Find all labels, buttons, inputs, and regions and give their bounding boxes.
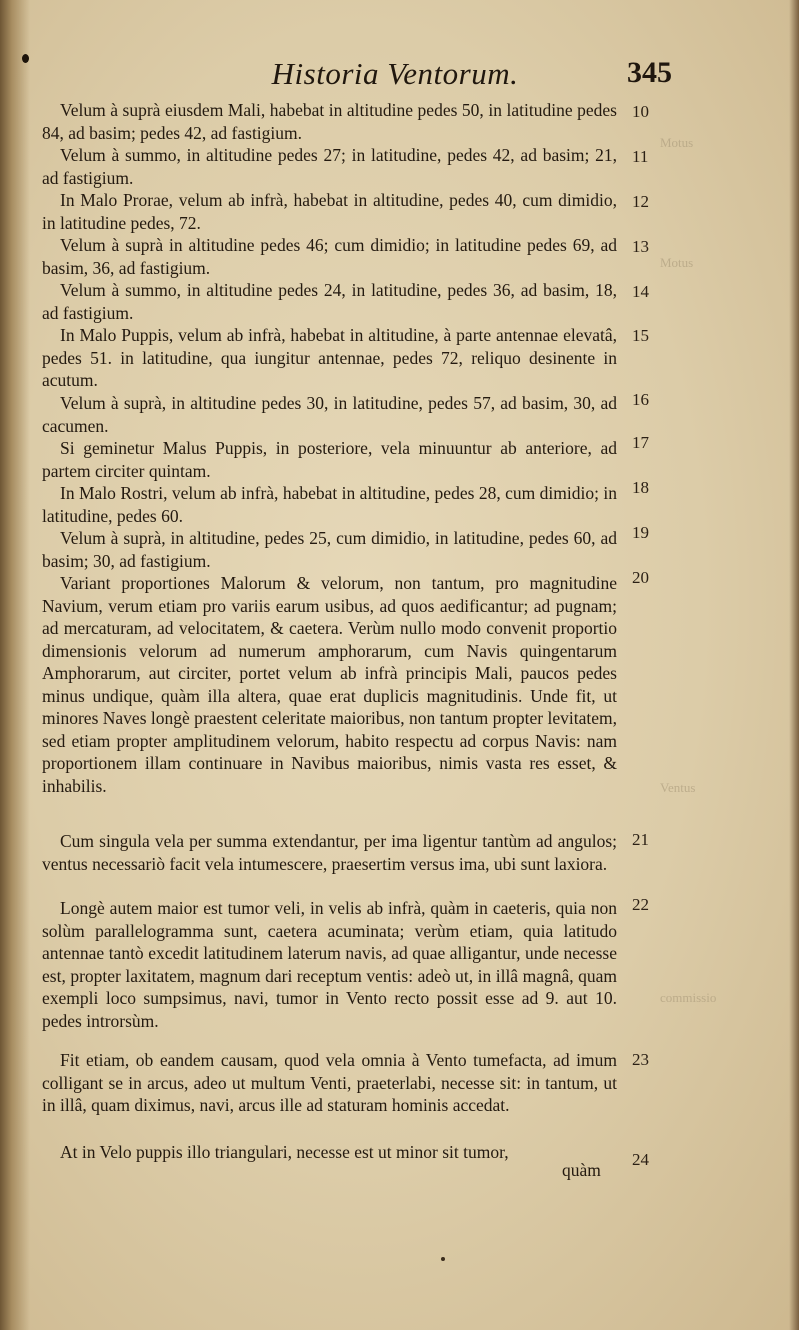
paragraph-13: Velum à suprà in altitudine pedes 46; cum dimidio; in latitudine pedes 69, ad basim, 36, ad fastigium. — [42, 235, 617, 278]
margin-paragraph-numbers — [632, 0, 682, 1330]
bleed-through-text: Motus — [660, 135, 694, 150]
paragraph-16: Velum à suprà, in altitudine pedes 30, in latitudine, pedes 57, ad basim, 30, ad cacumen. — [42, 393, 617, 436]
running-head-title: Historia Ventorum. — [271, 56, 519, 91]
margin-number: 11 — [632, 147, 649, 166]
paragraph-21: Cum singula vela per summa extendantur, per ima ligentur tantùm ad angulos; ventus necessariò facit vela intumescere, praesertim versus ima, ubi sunt laxiora. — [42, 831, 617, 874]
paragraph-12: In Malo Prorae, velum ab infrà, habebat in altitudine, pedes 40, cum dimidio, in latitudine pedes, 72. — [42, 190, 617, 233]
margin-number: 14 — [632, 282, 649, 301]
margin-number: 15 — [632, 326, 649, 345]
page-edge-left — [0, 0, 30, 1330]
margin-number: 24 — [632, 1150, 649, 1169]
margin-number: 22 — [632, 895, 649, 914]
paragraph-18: In Malo Rostri, velum ab infrà, habebat in altitudine, pedes 28, cum dimidio; in latitudine, pedes 60. — [42, 483, 617, 526]
margin-number: 18 — [632, 478, 649, 497]
margin-number: 20 — [632, 568, 649, 587]
margin-number: 21 — [632, 830, 649, 849]
paragraph-24: At in Velo puppis illo triangulari, necesse est ut minor sit tumor, — [60, 1142, 509, 1162]
margin-number: 13 — [632, 237, 649, 256]
catchword: quàm — [562, 1160, 601, 1180]
page-number: 345 — [627, 56, 672, 89]
paragraph-14: Velum à summo, in altitudine pedes 24, in latitudine, pedes 36, ad basim, 18, ad fastigium. — [42, 280, 617, 323]
margin-number: 23 — [632, 1050, 649, 1069]
ink-spot — [22, 54, 29, 63]
page-edge-right — [789, 0, 799, 1330]
paragraph-22: Longè autem maior est tumor veli, in velis ab infrà, quàm in caeteris, quia non solùm parallelogramma sunt, caetera acuminata; verùm etiam, quia latitudo antennae tantò excedit latitudinem laterum navis, ad quae alligantur, unde necesse est, propter laxitatem, magnum dari receptum ventis: adeò ut, in illâ magnâ, quam exempli loco sumpsimus, navi, tumor in Vento recto possit esse ad 9. aut 10. pedes introrsùm. — [42, 898, 617, 1031]
margin-number: 17 — [632, 433, 649, 452]
paragraph-23: Fit etiam, ob eandem causam, quod vela omnia à Vento tumefacta, ad imum colligant se in arcus, adeo ut multum Venti, praeterlabi, necesse sit: in tantum, ut in illâ, quam diximus, navi, arcus ille ad staturam hominis accedat. — [42, 1050, 617, 1115]
paragraph-15: In Malo Puppis, velum ab infrà, habebat in altitudine, à parte antennae elevatâ, pedes 51. in latitudine, qua iungitur antennae, pedes 72, reliquo desinente in acutum. — [42, 325, 617, 390]
bleed-through-text: Ventus — [660, 780, 696, 795]
main-text-block — [42, 99, 617, 1164]
paragraph-17: Si geminetur Malus Puppis, in posteriore, vela minuuntur ab anteriore, ad partem circiter quintam. — [42, 438, 617, 481]
paragraph-11: Velum à summo, in altitudine pedes 27; in latitudine, pedes 42, ad basim; 21, ad fastigium. — [42, 145, 617, 188]
ornament-dot — [441, 1257, 445, 1261]
bleed-through-text: Motus — [660, 255, 694, 270]
margin-number: 12 — [632, 192, 649, 211]
bleed-through-text: commissio — [660, 990, 717, 1005]
paragraph-10: Velum à suprà eiusdem Mali, habebat in altitudine pedes 50, in latitudine pedes 84, ad basim; pedes 42, ad fastigium. — [42, 100, 617, 143]
margin-number: 16 — [632, 390, 649, 409]
margin-number: 19 — [632, 523, 649, 542]
paragraph-20: Variant proportiones Malorum & velorum, non tantum, pro magnitudine Navium, verum etiam pro variis earum usibus, ad quos aedificantur; ad pugnam; ad mercaturam, ad velocitatem, & caetera. Verùm nullo modo convenit proportio dimensionis velorum ad numerum amphorarum, cum Navis quingentarum Amphorarum, aut circiter, portet velum ab infrà principis Mali, paucos pedes minus undique, quàm illa altera, quae erat duplicis magnitudinis. Unde fit, ut minores Naves longè praestent celeritate maioribus, non tantum propter levitatem, sed etiam propter amplitudinem velorum, habito respectu ad corpus Navis: nam proportionem illam continuare in Navibus maioribus, nimis vasta res esset, & inhabilis. — [42, 573, 617, 796]
margin-number: 10 — [632, 102, 649, 121]
paragraph-19: Velum à suprà, in altitudine, pedes 25, cum dimidio, in latitudine, pedes 60, ad basim; 30, ad fastigium. — [42, 528, 617, 571]
